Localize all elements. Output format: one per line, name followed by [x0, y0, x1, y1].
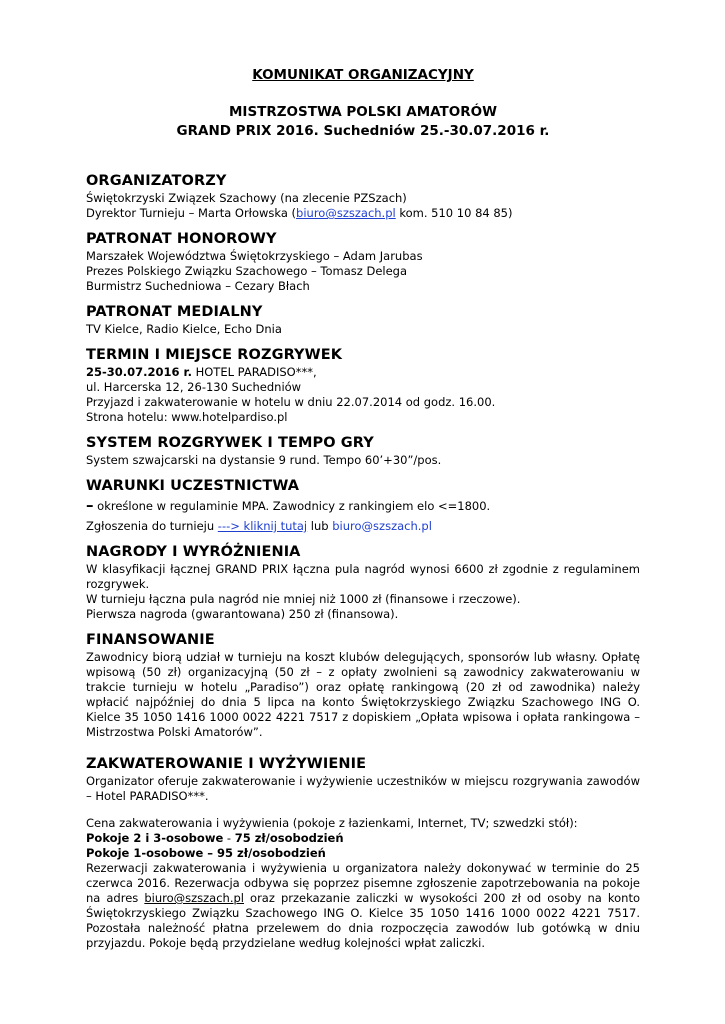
section-warunki	[86, 476, 640, 534]
email-link[interactable]: biuro@szszach.pl	[332, 519, 432, 533]
section-heading: WARUNKI UCZESTNICTWA	[86, 478, 300, 494]
email-link[interactable]: biuro@szszach.pl	[296, 206, 396, 220]
room-type: Pokoje 2 i 3-osobowe	[86, 831, 224, 845]
section-zakwaterowanie	[86, 754, 640, 951]
date-line	[86, 365, 640, 380]
section-system	[86, 433, 640, 468]
section-patronat-honorowy	[86, 229, 640, 294]
conditions-text: określone w regulaminie MPA. Zawodnicy z rankingiem elo <=1800.	[93, 499, 491, 513]
director-line	[86, 206, 640, 221]
section-organizatorzy	[86, 171, 640, 221]
phone-text: kom. 510 10 84 85)	[395, 206, 513, 220]
prize-paragraph: W klasyfikacji łącznej GRAND PRIX łączna pula nagród wynosi 6600 zł zgodnie z regulaminem rozgrywek.	[86, 562, 640, 591]
email-link[interactable]: biuro@szszach.pl	[144, 891, 244, 905]
section-finansowanie	[86, 630, 640, 740]
conditions-line	[86, 496, 640, 515]
registration-text: Zgłoszenia do turnieju	[86, 519, 218, 533]
price-line	[86, 846, 640, 861]
section-nagrody	[86, 542, 640, 622]
price-intro: Cena zakwaterowania i wyżywienia (pokoje z łazienkami, Internet, TV; szwedzki stół):	[86, 816, 578, 830]
system-line: System szwajcarski na dystansie 9 rund. Tempo 60’+30”/pos.	[86, 453, 442, 467]
section-heading: FINANSOWANIE	[86, 632, 215, 648]
section-heading: NAGRODY I WYRÓŻNIENIA	[86, 544, 301, 560]
section-patronat-medialny	[86, 302, 640, 337]
patron-line: Prezes Polskiego Związku Szachowego – Tomasz Delega	[86, 264, 408, 278]
patron-line: Burmistrz Suchedniowa – Cezary Błach	[86, 279, 310, 293]
title-line-2: GRAND PRIX 2016. Suchedniów 25.-30.07.2016 r.	[176, 123, 550, 139]
address-line: ul. Harcerska 12, 26-130 Suchedniów	[86, 380, 302, 394]
reservation-text-2: oraz przekazanie zaliczki w wysokości 200 zł od osoby na konto Świętokrzyskiego Związku Szachowego ING O. Kielce 35 1050 1416 1000 0022 4221 7517. Pozostała należność płatna przelewem do dnia rozpoczęcia zawodów lub gotówką w dniu przyjazdu. Pokoje będą przydzielane według kolejności wpłat zaliczki.	[86, 891, 640, 950]
room-price: 75 zł/osobodzień	[234, 831, 344, 845]
price-sep: -	[223, 831, 235, 845]
section-heading: PATRONAT HONOROWY	[86, 231, 277, 247]
document-kicker: KOMUNIKAT ORGANIZACYJNY	[252, 67, 474, 83]
patron-line: Marszałek Województwa Świętokrzyskiego – Adam Jarubas	[86, 249, 423, 263]
date-bold: 25-30.07.2016 r.	[86, 365, 192, 379]
section-heading: TERMIN I MIEJSCE ROZGRYWEK	[86, 347, 343, 363]
hotel-name: HOTEL PARADISO***,	[191, 365, 317, 379]
organizer-line: Świętokrzyski Związek Szachowy (na zlecenie PZSzach)	[86, 191, 407, 205]
room-type-price: Pokoje 1-osobowe – 95 zł/osobodzień	[86, 846, 326, 860]
section-heading: SYSTEM ROZGRYWEK I TEMPO GRY	[86, 435, 374, 451]
arrival-line: Przyjazd i zakwaterowanie w hotelu w dniu 22.07.2014 od godz. 16.00.	[86, 395, 496, 409]
dash-mark: –	[86, 496, 94, 514]
media-line: TV Kielce, Radio Kielce, Echo Dnia	[86, 322, 282, 336]
document-title	[86, 103, 640, 141]
director-text: Dyrektor Turnieju – Marta Orłowska (	[86, 206, 297, 220]
prize-paragraph: Pierwsza nagroda (gwarantowana) 250 zł (finansowa).	[86, 607, 399, 621]
finance-paragraph: Zawodnicy biorą udział w turnieju na koszt klubów delegujących, sponsorów lub własny. Opłatę wpisową (50 zł) organizacyjną (50 zł – z opłaty zwolnieni są zawodnicy zakwaterowaniu w trakcie turnieju w hotelu „Paradiso”) oraz opłatę rankingową (20 zł od zawodnika) należy wpłacić najpóźniej do dnia 5 lipca na konto Świętokrzyskiego Związku Szachowego ING O. Kielce 35 1050 1416 1000 0022 4221 7517 z dopiskiem „Opłata wpisowa i opłata rankingowa – Mistrzostwa Polski Amatorów”.	[86, 650, 640, 739]
document-body	[86, 171, 640, 959]
reservation-paragraph	[86, 861, 640, 951]
section-termin	[86, 345, 640, 425]
section-heading: ORGANIZATORZY	[86, 173, 227, 189]
title-line-1: MISTRZOSTWA POLSKI AMATORÓW	[228, 104, 498, 120]
registration-line	[86, 519, 640, 534]
price-line	[86, 831, 640, 846]
register-link[interactable]: ---> kliknij tutaj	[217, 519, 308, 533]
reservation-text: Rezerwacji zakwaterowania i wyżywienia u organizatora należy dokonywać w terminie do 25 czerwca 2016. Rezerwacja odbywa się poprzez pisemne zgłoszenie zapotrzebowania na pokoje na adres	[86, 861, 640, 905]
accommodation-paragraph: Organizator oferuje zakwaterowanie i wyżywienie uczestników w miejscu rozgrywania zawodów – Hotel PARADISO***.	[86, 774, 640, 803]
prize-paragraph: W turnieju łączna pula nagród nie mniej niż 1000 zł (finansowe i rzeczowe).	[86, 592, 521, 606]
section-heading: PATRONAT MEDIALNY	[86, 304, 263, 320]
or-text: lub	[307, 519, 333, 533]
section-heading: ZAKWATEROWANIE I WYŻYWIENIE	[86, 756, 367, 772]
website-line: Strona hotelu: www.hotelpardiso.pl	[86, 410, 288, 424]
